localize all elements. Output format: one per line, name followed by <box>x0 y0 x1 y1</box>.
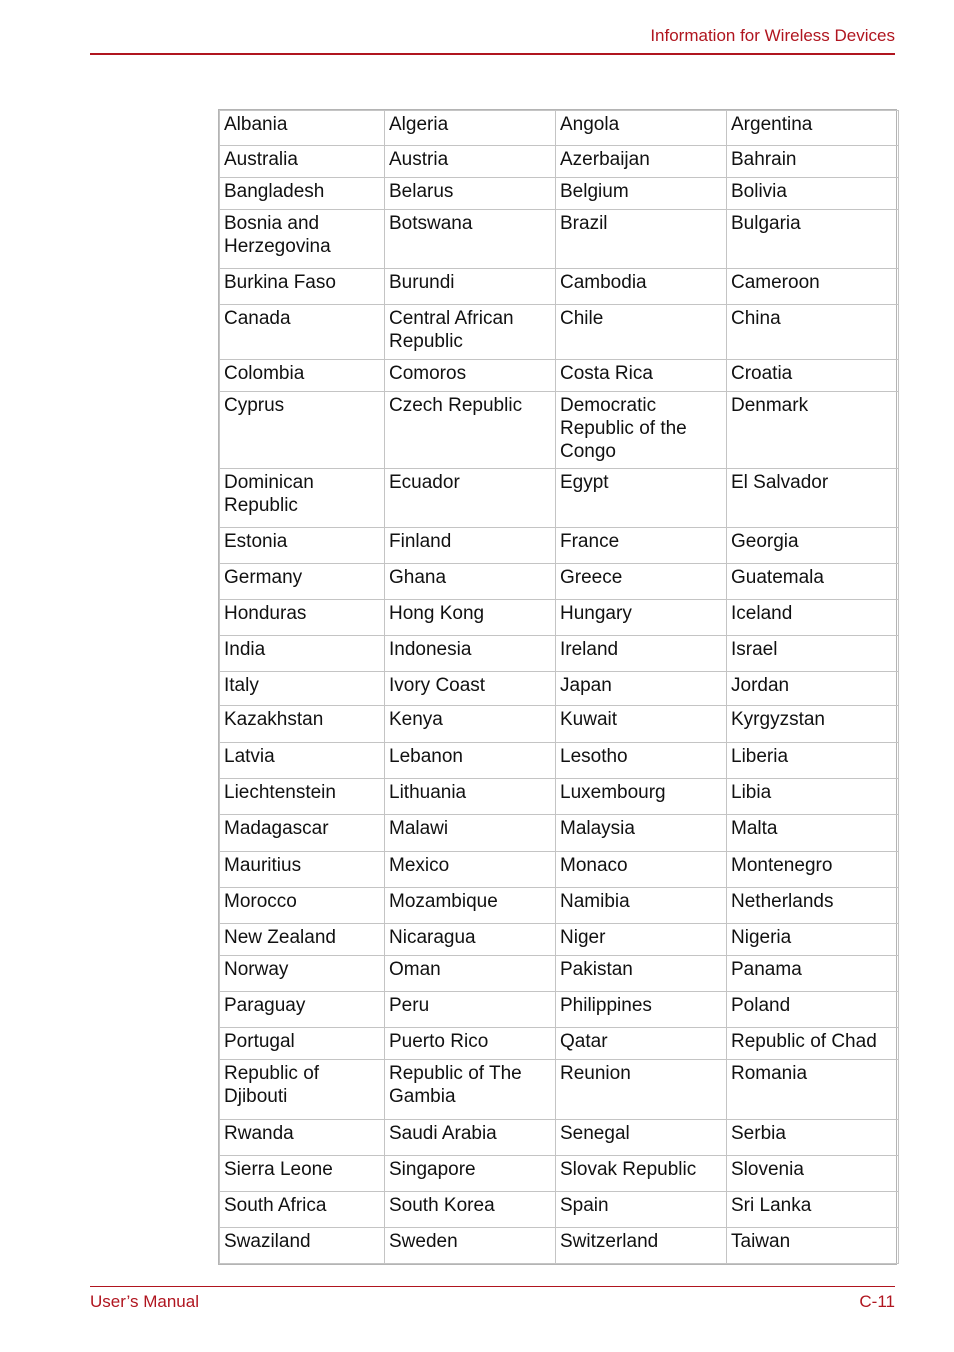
country-cell: Slovenia <box>727 1155 899 1191</box>
country-cell: Czech Republic <box>385 391 556 468</box>
table-row <box>220 1227 899 1263</box>
country-cell: Albania <box>220 111 385 146</box>
country-cell: Taiwan <box>727 1227 899 1263</box>
country-cell: Netherlands <box>727 887 899 923</box>
country-cell: Honduras <box>220 600 385 636</box>
header-rule <box>90 53 895 55</box>
table-row <box>220 887 899 923</box>
country-cell: Saudi Arabia <box>385 1119 556 1155</box>
country-cell: Mozambique <box>385 887 556 923</box>
table-row <box>220 564 899 600</box>
table-row <box>220 672 899 706</box>
country-cell: Mauritius <box>220 851 385 887</box>
country-cell: Iceland <box>727 600 899 636</box>
country-cell: Kazakhstan <box>220 706 385 742</box>
country-cell: Azerbaijan <box>556 146 727 178</box>
country-cell: Niger <box>556 924 727 956</box>
table-row <box>220 1155 899 1191</box>
table-row <box>220 359 899 391</box>
table-row <box>220 992 899 1028</box>
footer-manual-title: User’s Manual <box>90 1292 199 1311</box>
country-cell: Philippines <box>556 992 727 1028</box>
country-cell: Croatia <box>727 359 899 391</box>
country-cell: Germany <box>220 564 385 600</box>
country-cell: Comoros <box>385 359 556 391</box>
country-cell: China <box>727 305 899 359</box>
country-cell: Puerto Rico <box>385 1028 556 1060</box>
country-cell: Belarus <box>385 178 556 210</box>
country-cell: Liechtenstein <box>220 778 385 814</box>
country-cell: Bulgaria <box>727 210 899 269</box>
country-cell: Burundi <box>385 269 556 305</box>
country-cell: Pakistan <box>556 956 727 992</box>
country-cell: Chile <box>556 305 727 359</box>
country-cell: Libia <box>727 778 899 814</box>
country-cell: Madagascar <box>220 814 385 851</box>
country-cell: Luxembourg <box>556 778 727 814</box>
country-cell: Lebanon <box>385 742 556 778</box>
country-cell: Estonia <box>220 528 385 564</box>
table-row <box>220 1060 899 1119</box>
country-cell: Republic of Chad <box>727 1028 899 1060</box>
country-cell: Hungary <box>556 600 727 636</box>
table-row <box>220 814 899 851</box>
country-cell: Angola <box>556 111 727 146</box>
country-cell: Republic of Djibouti <box>220 1060 385 1119</box>
country-cell: Ecuador <box>385 468 556 527</box>
country-cell: Serbia <box>727 1119 899 1155</box>
country-cell: Slovak Republic <box>556 1155 727 1191</box>
country-cell: Indonesia <box>385 636 556 672</box>
country-cell: Kyrgyzstan <box>727 706 899 742</box>
country-cell: Malta <box>727 814 899 851</box>
country-cell: Nigeria <box>727 924 899 956</box>
country-cell: Ireland <box>556 636 727 672</box>
country-cell: Malaysia <box>556 814 727 851</box>
country-cell: India <box>220 636 385 672</box>
country-cell: Bosnia and Herzegovina <box>220 210 385 269</box>
table-row <box>220 742 899 778</box>
country-cell: Egypt <box>556 468 727 527</box>
country-cell: Sri Lanka <box>727 1191 899 1227</box>
country-cell: Reunion <box>556 1060 727 1119</box>
country-cell: Bahrain <box>727 146 899 178</box>
country-cell: Cambodia <box>556 269 727 305</box>
country-cell: Spain <box>556 1191 727 1227</box>
country-cell: Kenya <box>385 706 556 742</box>
country-cell: Israel <box>727 636 899 672</box>
country-cell: Portugal <box>220 1028 385 1060</box>
country-table-frame <box>218 109 897 1265</box>
country-cell: Costa Rica <box>556 359 727 391</box>
country-cell: Brazil <box>556 210 727 269</box>
country-cell: Latvia <box>220 742 385 778</box>
table-row <box>220 600 899 636</box>
country-table-body <box>220 111 899 1264</box>
country-cell: Dominican Republic <box>220 468 385 527</box>
table-row <box>220 468 899 527</box>
country-cell: South Africa <box>220 1191 385 1227</box>
country-table <box>219 110 899 1264</box>
country-cell: Denmark <box>727 391 899 468</box>
country-cell: Qatar <box>556 1028 727 1060</box>
country-cell: Jordan <box>727 672 899 706</box>
country-cell: Georgia <box>727 528 899 564</box>
country-cell: New Zealand <box>220 924 385 956</box>
country-cell: Republic of The Gambia <box>385 1060 556 1119</box>
country-cell: Panama <box>727 956 899 992</box>
country-cell: Namibia <box>556 887 727 923</box>
country-cell: Italy <box>220 672 385 706</box>
country-cell: Austria <box>385 146 556 178</box>
country-cell: Greece <box>556 564 727 600</box>
country-cell: Peru <box>385 992 556 1028</box>
country-cell: Romania <box>727 1060 899 1119</box>
country-cell: Lesotho <box>556 742 727 778</box>
country-cell: Rwanda <box>220 1119 385 1155</box>
country-cell: Liberia <box>727 742 899 778</box>
country-cell: Argentina <box>727 111 899 146</box>
country-cell: Canada <box>220 305 385 359</box>
country-cell: Singapore <box>385 1155 556 1191</box>
country-cell: Ivory Coast <box>385 672 556 706</box>
footer-rule <box>90 1286 895 1287</box>
table-row <box>220 706 899 742</box>
country-cell: Sierra Leone <box>220 1155 385 1191</box>
country-cell: Hong Kong <box>385 600 556 636</box>
country-cell: Guatemala <box>727 564 899 600</box>
country-cell: Central African Republic <box>385 305 556 359</box>
table-row <box>220 305 899 359</box>
country-cell: France <box>556 528 727 564</box>
country-cell: Algeria <box>385 111 556 146</box>
table-row <box>220 1028 899 1060</box>
country-cell: Nicaragua <box>385 924 556 956</box>
country-cell: Japan <box>556 672 727 706</box>
country-cell: Oman <box>385 956 556 992</box>
running-header: Information for Wireless Devices <box>650 26 895 45</box>
country-cell: Finland <box>385 528 556 564</box>
table-row <box>220 1191 899 1227</box>
country-cell: Sweden <box>385 1227 556 1263</box>
country-cell: Bangladesh <box>220 178 385 210</box>
country-cell: Cyprus <box>220 391 385 468</box>
table-row <box>220 956 899 992</box>
table-row <box>220 851 899 887</box>
country-cell: Paraguay <box>220 992 385 1028</box>
country-cell: Kuwait <box>556 706 727 742</box>
country-cell: Belgium <box>556 178 727 210</box>
country-cell: Mexico <box>385 851 556 887</box>
country-cell: Burkina Faso <box>220 269 385 305</box>
country-cell: Montenegro <box>727 851 899 887</box>
country-cell: Lithuania <box>385 778 556 814</box>
country-cell: Colombia <box>220 359 385 391</box>
table-row <box>220 528 899 564</box>
page-number: C-11 <box>859 1292 895 1311</box>
country-cell: Ghana <box>385 564 556 600</box>
country-cell: Australia <box>220 146 385 178</box>
country-cell: Norway <box>220 956 385 992</box>
country-cell: South Korea <box>385 1191 556 1227</box>
table-row <box>220 111 899 146</box>
country-cell: Senegal <box>556 1119 727 1155</box>
table-row <box>220 924 899 956</box>
country-cell: El Salvador <box>727 468 899 527</box>
country-cell: Democratic Republic of the Congo <box>556 391 727 468</box>
table-row <box>220 391 899 468</box>
table-row <box>220 178 899 210</box>
table-row <box>220 636 899 672</box>
table-row <box>220 778 899 814</box>
country-cell: Bolivia <box>727 178 899 210</box>
country-cell: Morocco <box>220 887 385 923</box>
country-cell: Switzerland <box>556 1227 727 1263</box>
table-row <box>220 210 899 269</box>
country-cell: Malawi <box>385 814 556 851</box>
table-row <box>220 269 899 305</box>
table-row <box>220 146 899 178</box>
country-cell: Cameroon <box>727 269 899 305</box>
country-cell: Monaco <box>556 851 727 887</box>
country-cell: Botswana <box>385 210 556 269</box>
country-cell: Poland <box>727 992 899 1028</box>
table-row <box>220 1119 899 1155</box>
country-cell: Swaziland <box>220 1227 385 1263</box>
